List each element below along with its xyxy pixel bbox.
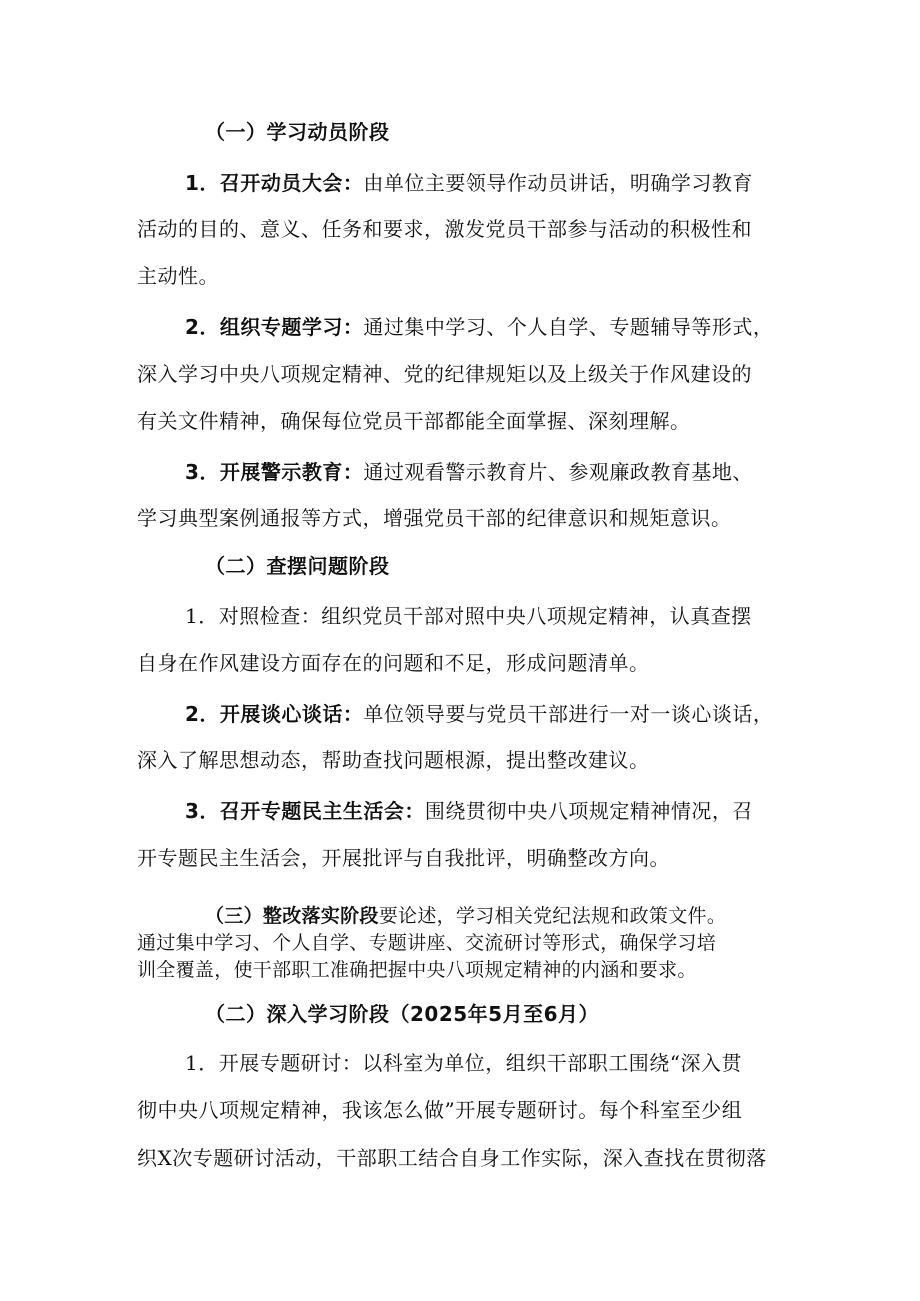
item-title: 组织专题学习： — [219, 315, 364, 339]
section-lead: （三） — [205, 905, 263, 927]
paragraph-line: 开专题民主生活会，开展批评与自我批评，明确整改方向。 — [137, 846, 670, 870]
paragraph-line — [185, 459, 753, 485]
item-title: 开展警示教育： — [219, 460, 364, 484]
item-number: 2． — [185, 702, 220, 726]
paragraph-line: 1．对照检查：组织党员干部对照中央八项规定精神，认真查摆 — [185, 604, 752, 628]
item-text: 通过集中学习、个人自学、专题辅导等形式， — [363, 315, 774, 339]
paragraph-line: 学习典型案例通报等方式，增强党员干部的纪律意识和规矩意识。 — [137, 506, 732, 530]
item-text: 要论述，学习相关党纪法规和政策文件。 — [378, 905, 727, 927]
item-number: 1． — [185, 171, 220, 195]
item-text: 围绕贯彻中央八项规定精神情况，召 — [424, 799, 753, 823]
item-number: 3． — [185, 460, 220, 484]
paragraph-line: 深入学习中央八项规定精神、党的纪律规矩以及上级关于作风建设的 — [137, 362, 752, 386]
item-text: 由单位主要领导作动员讲话，明确学习教育 — [363, 171, 753, 195]
paragraph-line: 深入了解思想动态，帮助查找问题根源，提出整改建议。 — [137, 748, 650, 772]
paragraph-line: 通过集中学习、个人自学、专题讲座、交流研讨等形式，确保学习培 — [137, 932, 717, 954]
item-number: 3． — [185, 799, 220, 823]
section-title: 整改落实阶段 — [262, 905, 379, 927]
item-title: 召开专题民主生活会： — [219, 799, 425, 823]
paragraph-line — [185, 170, 753, 196]
paragraph-line: 活动的目的、意义、任务和要求，激发党员干部参与活动的积极性和 — [137, 217, 752, 241]
paragraph-line — [185, 798, 753, 824]
paragraph-line: 训全覆盖，使干部职工准确把握中央八项规定精神的内涵和要求。 — [137, 959, 697, 981]
paragraph-line: 彻中央八项规定精神，我该怎么做”开展专题研讨。每个科室至少组 — [137, 1098, 743, 1122]
paragraph-line: 织X次专题研讨活动，干部职工结合自身工作实际，深入查找在贯彻落 — [137, 1146, 767, 1170]
paragraph-line: 1．开展专题研讨：以科室为单位，组织干部职工围绕“深入贯 — [185, 1051, 742, 1075]
paragraph-line — [185, 314, 773, 340]
paragraph-line: 有关文件精神，确保每位党员干部都能全面掌握、深刻理解。 — [137, 409, 691, 433]
section-heading-4: （二）深入学习阶段（2025年5月至6月） — [205, 1002, 599, 1026]
paragraph-line — [185, 701, 773, 727]
section-heading-2: （二）查摆问题阶段 — [205, 554, 390, 578]
paragraph-line — [205, 903, 726, 929]
paragraph-line: 自身在作风建设方面存在的问题和不足，形成问题清单。 — [137, 651, 650, 675]
item-text: 通过观看警示教育片、参观廉政教育基地、 — [363, 460, 753, 484]
item-text: 单位领导要与党员干部进行一对一谈心谈话， — [363, 702, 774, 726]
item-title: 开展谈心谈话： — [219, 702, 364, 726]
item-title: 召开动员大会： — [219, 171, 364, 195]
section-heading-1: （一）学习动员阶段 — [205, 120, 390, 144]
item-number: 2． — [185, 315, 220, 339]
paragraph-line: 主动性。 — [137, 264, 219, 288]
